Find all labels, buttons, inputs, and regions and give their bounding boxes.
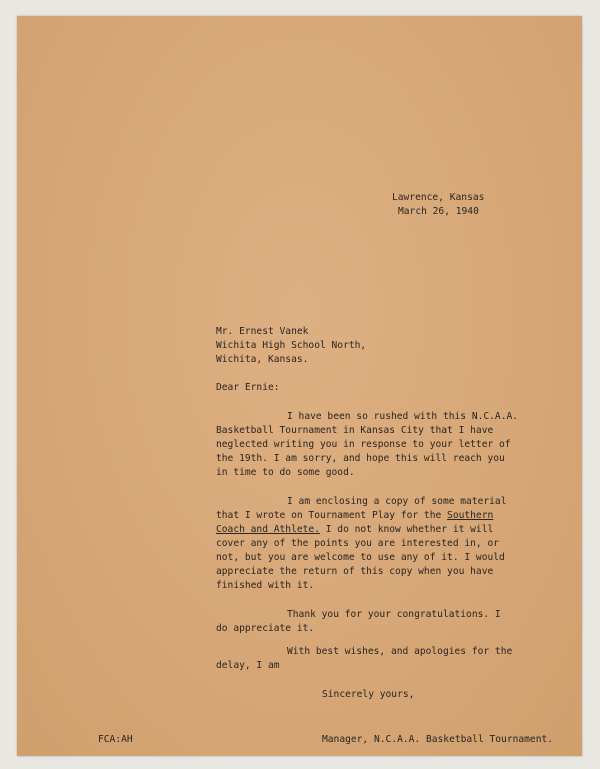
letter-place: Lawrence, Kansas: [392, 192, 485, 203]
typist-initials: FCA:AH: [98, 734, 133, 745]
closing: Sincerely yours,: [322, 689, 415, 700]
p1-line-4: the 19th. I am sorry, and hope this will reach you: [216, 453, 505, 464]
publication-name-part1: Southern: [447, 510, 494, 521]
p2-line-3-text: I do not know whether it will: [319, 524, 494, 535]
recipient-org: Wichita High School North,: [216, 340, 367, 351]
p1-line-1: I have been so rushed with this N.C.A.A.: [287, 411, 519, 422]
signature-title: Manager, N.C.A.A. Basketball Tournament.: [322, 734, 554, 745]
p2-line-2-text: that I wrote on Tournament Play for the: [216, 510, 448, 521]
salutation: Dear Ernie:: [216, 382, 280, 393]
letter-date: March 26, 1940: [398, 206, 479, 217]
recipient-city: Wichita, Kansas.: [216, 354, 309, 365]
p1-line-2: Basketball Tournament in Kansas City that I have: [216, 425, 494, 436]
p2-line-4: cover any of the points you are interested in, or: [216, 538, 500, 549]
p2-line-3: [216, 523, 493, 537]
p3-line-2: do appreciate it.: [216, 623, 315, 634]
p2-line-1: I am enclosing a copy of some material: [287, 496, 507, 507]
p1-line-3: neglected writing you in response to your letter of: [216, 439, 511, 450]
p2-line-6: appreciate the return of this copy when you have: [216, 566, 494, 577]
p1-line-5: in time to do some good.: [216, 467, 355, 478]
recipient-name: Mr. Ernest Vanek: [216, 326, 309, 337]
p3-line-1: Thank you for your congratulations. I: [287, 609, 501, 620]
p4-line-1: With best wishes, and apologies for the: [287, 646, 513, 657]
p2-line-7: finished with it.: [216, 580, 315, 591]
p2-line-2: [216, 509, 493, 523]
p2-line-5: not, but you are welcome to use any of it. I would: [216, 552, 505, 563]
p4-line-2: delay, I am: [216, 660, 280, 671]
publication-name-part2: Coach and Athlete.: [216, 524, 320, 535]
